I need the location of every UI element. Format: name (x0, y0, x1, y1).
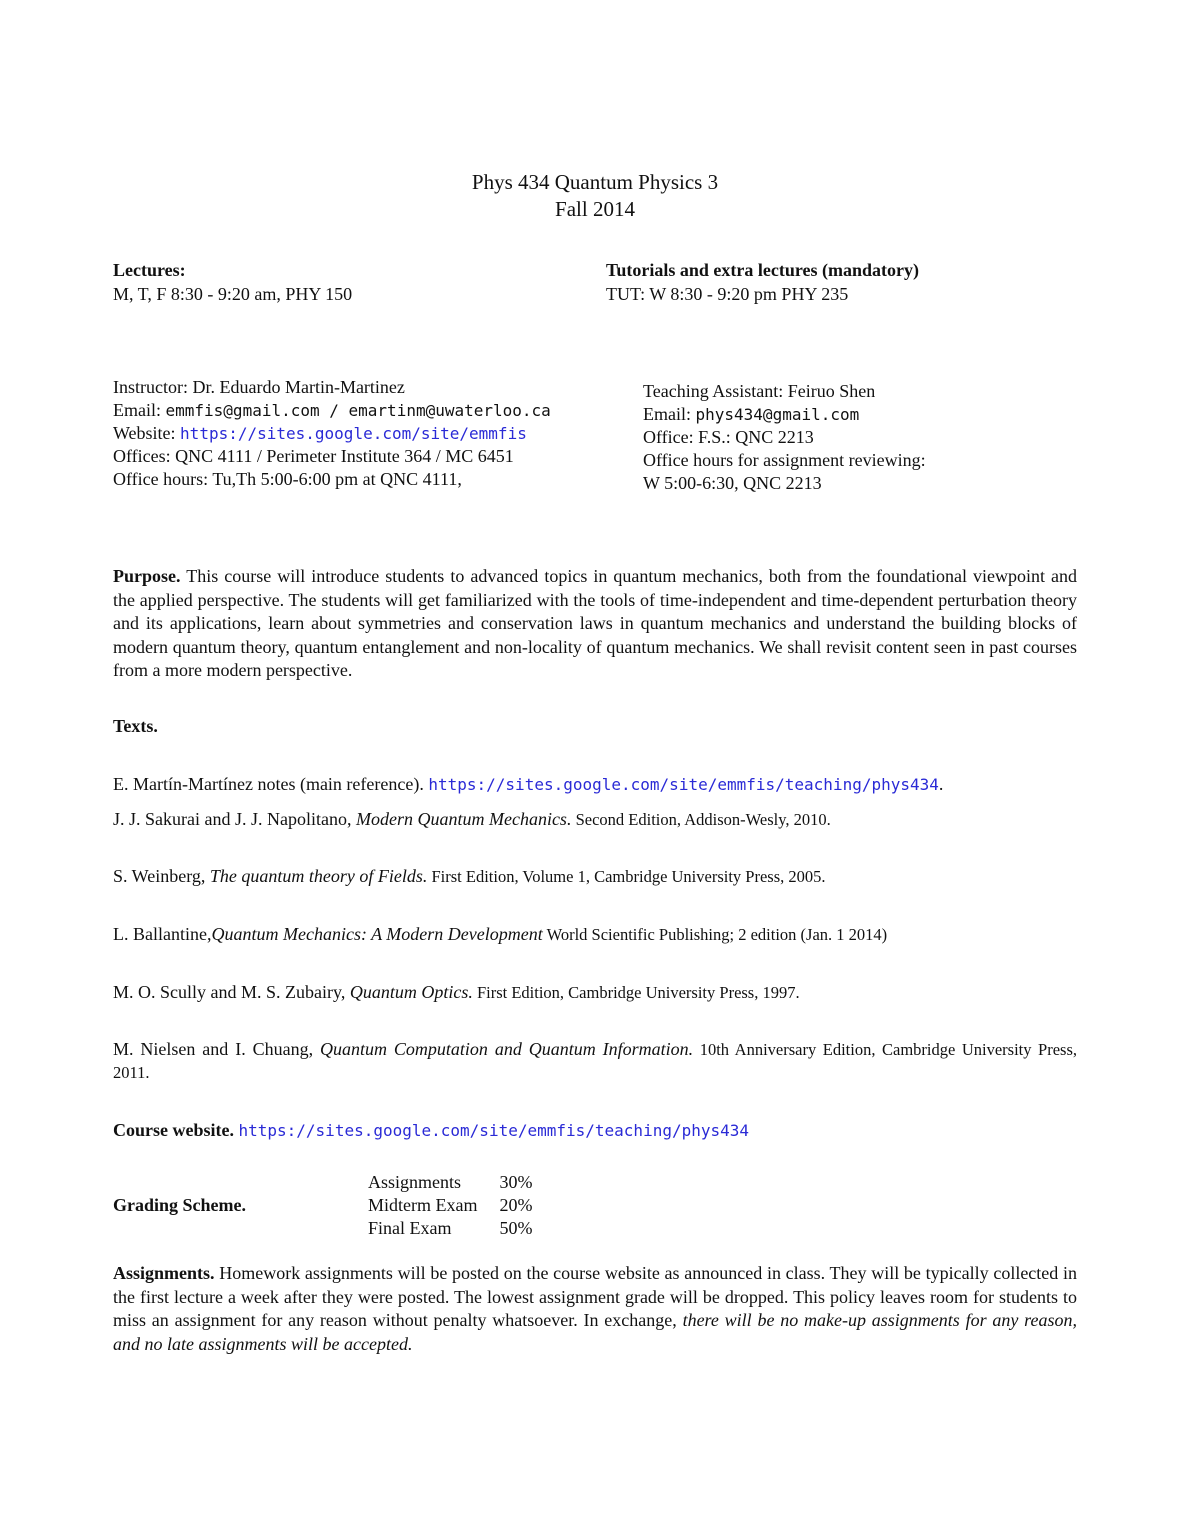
ta-email-label: Email: (643, 404, 696, 424)
reference-authors: M. O. Scully and M. S. Zubairy, (113, 982, 350, 1002)
grading-item: Midterm Exam (368, 1195, 478, 1215)
instructor-name: Instructor: Dr. Eduardo Martin-Martinez (113, 377, 405, 397)
assignments-emphasis: there will be no make-up assignments for any reason, and no late assignments will be accepted. (113, 1310, 1078, 1354)
purpose-paragraph (113, 565, 1077, 683)
lectures-time: M, T, F 8:30 - 9:20 am, PHY 150 (113, 284, 353, 304)
instructor-offices: Offices: QNC 4111 / Perimeter Institute 364 / MC 6451 (113, 446, 514, 466)
reference-rest: First Edition, Volume 1, Cambridge University Press, 2005. (427, 867, 826, 886)
grading-weight: 50% (499, 1218, 533, 1238)
grading-item: Final Exam (368, 1218, 452, 1238)
reference-rest: . (938, 774, 944, 794)
reference-link[interactable]: https://sites.google.com/site/emmfis/teaching/phys434 (428, 775, 939, 794)
reference-rest: First Edition, Cambridge University Press, 1997. (472, 983, 800, 1002)
reference-rest: 10th Anniversary Edition, Cambridge University Press, 2011. (113, 1040, 1078, 1082)
assignments-heading: Assignments. (113, 1263, 215, 1283)
grading-weight: 20% (499, 1195, 533, 1215)
reference-title: The quantum theory of Fields. (209, 866, 428, 886)
ta-hours-label: Office hours for assignment reviewing: (643, 450, 926, 470)
course-term: Fall 2014 (555, 197, 635, 221)
texts-heading: Texts. (113, 716, 158, 736)
reference-rest: Second Edition, Addison-Wesly, 2010. (571, 810, 831, 829)
reference-item (113, 808, 1077, 831)
ta-block (643, 380, 926, 495)
table-row (368, 1194, 532, 1217)
assignments-paragraph (113, 1262, 1077, 1356)
reference-item (113, 773, 1077, 796)
reference-title: Quantum Optics. (349, 982, 473, 1002)
purpose-heading: Purpose. (113, 566, 181, 586)
tutorials-heading: Tutorials and extra lectures (mandatory) (606, 260, 919, 280)
reference-authors: M. Nielsen and I. Chuang, (113, 1039, 321, 1059)
grading-table (368, 1171, 532, 1240)
instructor-email-label: Email: (113, 400, 166, 420)
reference-title: Quantum Computation and Quantum Information. (320, 1039, 694, 1059)
ta-name: Teaching Assistant: Feiruo Shen (643, 381, 876, 401)
purpose-text: This course will introduce students to advanced topics in quantum mechanics, both from the foundational viewpoint and the applied perspective. The students will get familiarized with the tools of time-independent and time-dependent perturbation theory and its applications, learn about symmetries and conservation laws in quantum mechanics and understand the building blocks of modern quantum theory, quantum entanglement and non-locality of quantum mechanics. We shall revisit content seen in past courses from a more modern perspective. (113, 566, 1077, 680)
lectures-heading: Lectures: (113, 260, 186, 280)
instructor-website-link[interactable]: https://sites.google.com/site/emmfis (180, 424, 527, 443)
table-row (368, 1217, 532, 1240)
grading-heading: Grading Scheme. (113, 1195, 246, 1215)
instructor-office-hours: Office hours: Tu,Th 5:00-6:00 pm at QNC 4111, (113, 469, 462, 489)
ta-email-line (643, 403, 926, 426)
tutorials-time: TUT: W 8:30 - 9:20 pm PHY 235 (606, 284, 849, 304)
reference-authors: S. Weinberg, (113, 866, 210, 886)
ta-office: Office: F.S.: QNC 2213 (643, 427, 814, 447)
reference-title: Modern Quantum Mechanics. (355, 809, 572, 829)
grading-weight: 30% (499, 1172, 533, 1192)
grading-item: Assignments (368, 1172, 462, 1192)
table-row (368, 1171, 532, 1194)
ta-hours-value: W 5:00-6:30, QNC 2213 (643, 473, 822, 493)
reference-title: Quantum Mechanics: A Modern Development (211, 924, 543, 944)
course-website-line (113, 1119, 749, 1142)
instructor-email-line (113, 399, 551, 422)
reference-item (113, 1038, 1077, 1084)
instructor-block (113, 376, 551, 491)
course-website-heading: Course website. (113, 1120, 234, 1140)
reference-item (113, 981, 1077, 1004)
ta-email[interactable]: phys434@gmail.com (695, 405, 860, 424)
reference-authors: L. Ballantine, (113, 924, 212, 944)
reference-authors: E. Martín-Martínez notes (main reference). (113, 774, 429, 794)
instructor-website-line (113, 422, 551, 445)
reference-item (113, 923, 1077, 946)
instructor-website-label: Website: (113, 423, 181, 443)
reference-rest: World Scientific Publishing; 2 edition (Jan. 1 2014) (542, 925, 888, 944)
assignments-text: Homework assignments will be posted on the course website as announced in class. They will be typically collected in the first lecture a week after they were posted. The lowest assignment grade will be dropped. This policy leaves room for students to miss an assignment for any reason without penalty whatsoever. In exchange, (113, 1263, 1078, 1330)
reference-authors: J. J. Sakurai and J. J. Napolitano, (113, 809, 356, 829)
instructor-email[interactable]: emmfis@gmail.com / emartinm@uwaterloo.ca (165, 401, 551, 420)
course-title: Phys 434 Quantum Physics 3 (471, 170, 719, 194)
reference-item (113, 865, 1077, 888)
course-website-link[interactable]: https://sites.google.com/site/emmfis/teaching/phys434 (238, 1121, 750, 1140)
